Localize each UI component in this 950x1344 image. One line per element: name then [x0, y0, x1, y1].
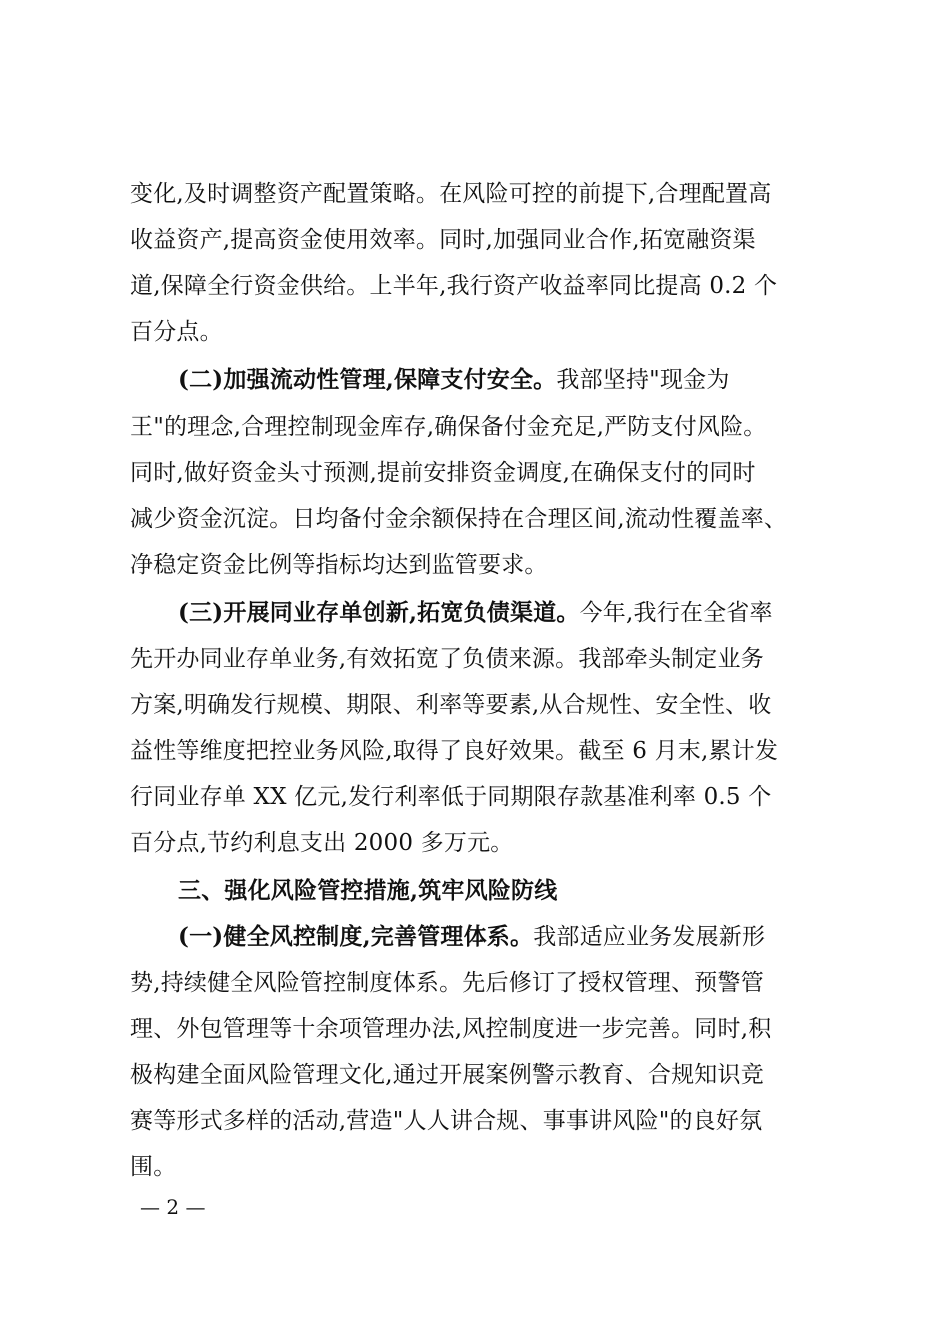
body-line-2: 收益资产,提高资金使用效率。同时,加强同业合作,拓宽融资渠	[130, 227, 756, 253]
body-line-3: 道,保障全行资金供给。上半年,我行资产收益率同比提高 0.2 个	[130, 273, 778, 299]
page-number: — 2 —	[140, 1195, 206, 1219]
paragraph-3-heading: (三)开展同业存单创新,拓宽负债渠道。	[178, 599, 580, 626]
section-heading-3: 三、强化风险管控措施,筑牢风险防线	[178, 877, 558, 904]
body-line-1: 变化,及时调整资产配置策略。在风险可控的前提下,合理配置高	[130, 181, 772, 207]
paragraph-4-heading: (一)健全风控制度,完善管理体系。	[178, 923, 534, 950]
paragraph-3-first-line	[178, 590, 878, 636]
body-line-18: 势,持续健全风险管控制度体系。先后修订了授权管理、预警管	[130, 970, 764, 996]
body-line-9: 净稳定资金比例等指标均达到监管要求。	[130, 552, 548, 578]
body-line-14: 行同业存单 XX 亿元,发行利率低于同期限存款基准利率 0.5 个	[130, 784, 772, 810]
paragraph-3-lead-text: 今年,我行在全省率	[579, 600, 773, 626]
body-line-21: 赛等形式多样的活动,营造"人人讲合规、事事讲风险"的良好氛	[130, 1108, 763, 1134]
body-line-6: 王"的理念,合理控制现金库存,确保备付金充足,严防支付风险。	[130, 414, 767, 440]
body-line-20: 极构建全面风险管理文化,通过开展案例警示教育、合规知识竞	[130, 1062, 764, 1088]
body-line-22: 围。	[130, 1154, 177, 1180]
paragraph-2-heading: (二)加强流动性管理,保障支付安全。	[178, 366, 557, 393]
body-line-13: 益性等维度把控业务风险,取得了良好效果。截至 6 月末,累计发	[130, 738, 779, 764]
paragraph-2-lead-text: 我部坚持"现金为	[556, 367, 730, 393]
body-line-7: 同时,做好资金头寸预测,提前安排资金调度,在确保支付的同时	[130, 460, 756, 486]
body-line-12: 方案,明确发行规模、期限、利率等要素,从合规性、安全性、收	[130, 692, 772, 718]
body-line-19: 理、外包管理等十余项管理办法,风控制度进一步完善。同时,积	[130, 1016, 772, 1042]
paragraph-4-lead-text: 我部适应业务发展新形	[533, 924, 766, 950]
body-line-15: 百分点,节约利息支出 2000 多万元。	[130, 830, 514, 856]
paragraph-2-first-line	[178, 357, 878, 403]
body-line-4: 百分点。	[130, 319, 223, 345]
paragraph-4-first-line	[178, 914, 878, 960]
body-line-8: 减少资金沉淀。日均备付金余额保持在合理区间,流动性覆盖率、	[130, 506, 788, 532]
body-line-11: 先开办同业存单业务,有效拓宽了负债来源。我部牵头制定业务	[130, 646, 764, 672]
